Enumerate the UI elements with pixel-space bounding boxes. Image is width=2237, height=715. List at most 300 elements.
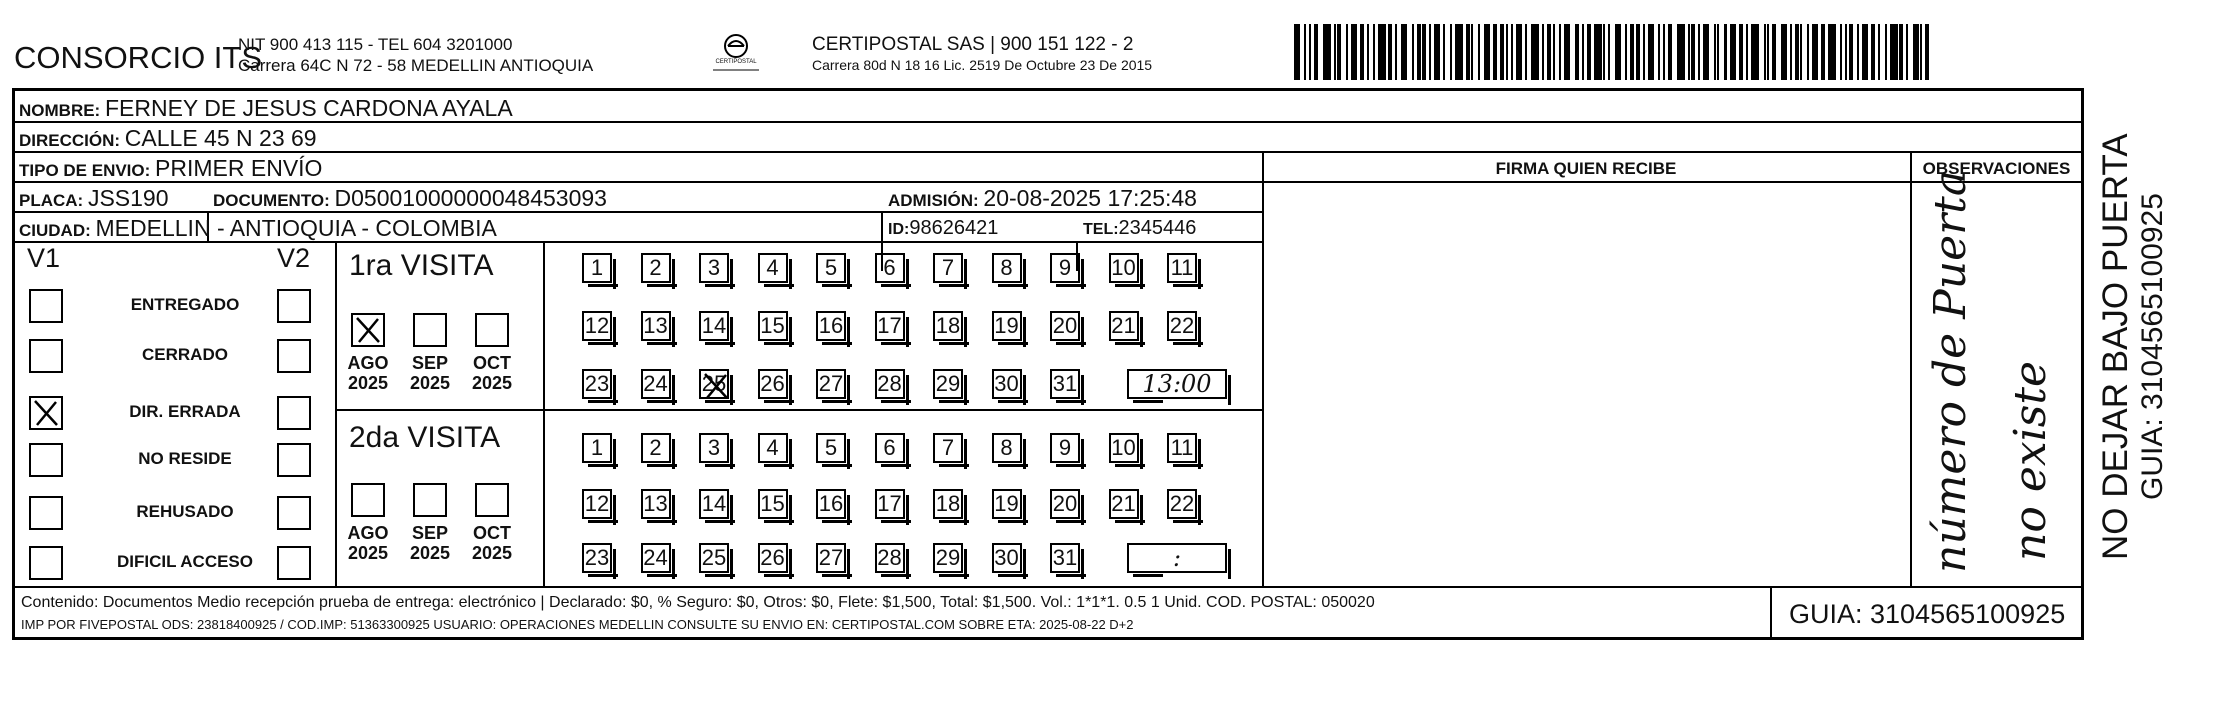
status-option-label: ENTREGADO [130, 295, 240, 314]
day-number: 13 [643, 313, 668, 338]
visit1-day-box[interactable] [933, 311, 963, 341]
day-number: 9 [1058, 435, 1072, 460]
visit1-day-box[interactable] [992, 369, 1022, 399]
v2-checkbox-3[interactable] [277, 396, 311, 430]
visit2-month-checkbox-1[interactable] [351, 483, 385, 517]
id-value: 98626421 [909, 217, 999, 239]
tel-label: TEL: [1083, 221, 1119, 238]
time-value: 13:00 [1142, 370, 1212, 398]
documento-label: DOCUMENTO: [213, 191, 330, 210]
courier-info [812, 34, 1152, 76]
barcode-bar [1772, 24, 1776, 80]
tipo-row [19, 155, 322, 182]
day-number: 3 [707, 255, 721, 280]
visit2-day-box[interactable] [992, 433, 1022, 463]
visit2-day-box[interactable] [1109, 489, 1139, 519]
month-year: 2025 [409, 373, 451, 393]
visit2-day-box[interactable] [816, 433, 846, 463]
visit2-day-box[interactable] [699, 489, 729, 519]
day-number: 7 [941, 255, 955, 280]
v1-checkbox-6[interactable] [29, 546, 63, 580]
visit2-title: 2da VISITA [349, 421, 501, 454]
barcode-bar [1594, 24, 1602, 80]
courier-name: CERTIPOSTAL SAS | 900 151 122 - 2 [812, 34, 1134, 55]
visit1-month-label [465, 353, 519, 393]
barcode-bar [1781, 24, 1787, 80]
day-number: 23 [584, 545, 610, 570]
month-name: OCT [473, 523, 511, 543]
day-number: 31 [1052, 545, 1078, 570]
v1-label: V1 [27, 243, 61, 273]
barcode-bar [1615, 24, 1621, 80]
barcode-bar [1443, 24, 1445, 80]
visit2-day-box[interactable] [875, 543, 905, 573]
barcode-bar [1478, 24, 1480, 80]
barcode-bar [1746, 24, 1748, 80]
nombre-row [19, 95, 513, 122]
day-number: 16 [818, 491, 844, 516]
visit2-day-box[interactable] [1109, 433, 1139, 463]
visit1-day-box[interactable] [699, 369, 729, 399]
footer-guia: GUIA: 3104565100925 [1789, 599, 2066, 629]
visit1-time-box[interactable] [1127, 369, 1227, 399]
day-number: 29 [935, 371, 961, 396]
direccion-label: DIRECCIÓN: [19, 131, 121, 150]
visit1-day-box[interactable] [1050, 253, 1080, 283]
barcode-bar [1346, 24, 1348, 80]
visit2-month-label [403, 523, 457, 563]
placa-label: PLACA: [19, 191, 84, 210]
visit2-day-box[interactable] [816, 489, 846, 519]
nombre-label: NOMBRE: [19, 101, 101, 120]
barcode-bar [1714, 24, 1716, 80]
visit1-month-label [403, 353, 457, 393]
day-number: 11 [1170, 435, 1194, 460]
barcode-bar [1828, 24, 1836, 80]
status-option-label: REHUSADO [136, 502, 234, 521]
day-number: 15 [760, 313, 785, 338]
day-number: 13 [643, 491, 668, 516]
barcode-bar [1871, 24, 1875, 80]
day-number: 26 [760, 371, 785, 396]
visit2-day-box[interactable] [641, 433, 671, 463]
day-number: 21 [1111, 313, 1136, 338]
visit1-month-checkbox-2[interactable] [413, 313, 447, 347]
day-number: 30 [994, 545, 1019, 570]
visit2-day-box[interactable] [992, 489, 1022, 519]
tel-value: 2345446 [1118, 217, 1197, 239]
barcode-bar [1677, 24, 1685, 80]
visit1-month-checkbox-3[interactable] [475, 313, 509, 347]
barcode-bar [1500, 24, 1504, 80]
day-number: 20 [1052, 313, 1078, 338]
ciudad-value: MEDELLIN - ANTIOQUIA - COLOMBIA [95, 215, 497, 241]
month-year: 2025 [347, 373, 389, 393]
barcode-bar [1603, 24, 1605, 80]
visit2-day-box[interactable] [875, 433, 905, 463]
day-number: 14 [701, 313, 727, 338]
day-number: 5 [824, 255, 838, 280]
barcode-bar [1531, 24, 1539, 80]
day-number: 4 [766, 255, 779, 280]
placa-value: JSS190 [87, 185, 169, 211]
direccion-row [19, 125, 317, 152]
day-number: 6 [883, 435, 896, 460]
direccion-value: CALLE 45 N 23 69 [124, 125, 317, 151]
day-number: 8 [1000, 255, 1013, 280]
visit1-month-label [341, 353, 395, 393]
day-number: 28 [877, 371, 902, 396]
v2-checkbox-4[interactable] [277, 443, 311, 477]
day-number: 30 [994, 371, 1019, 396]
day-number: 6 [883, 255, 896, 280]
barcode-bar [1455, 24, 1463, 80]
barcode-bar [1422, 24, 1426, 80]
day-number: 23 [584, 371, 610, 396]
barcode-bar [1625, 24, 1627, 80]
day-number: 1 [590, 435, 604, 460]
nombre-value: FERNEY DE JESUS CARDONA AYALA [104, 95, 513, 121]
visit1-day-box[interactable] [1167, 311, 1197, 341]
visit2-month-label [465, 523, 519, 563]
barcode-bar [1553, 24, 1555, 80]
visit1-title: 1ra VISITA [349, 249, 494, 282]
visit1-day-box[interactable] [816, 253, 846, 283]
visit1-day-box[interactable] [758, 369, 788, 399]
visit1-day-box[interactable] [582, 369, 612, 399]
day-number: 19 [994, 491, 1019, 516]
footer-line-1: Contenido: Documentos Medio recepción prueba de entrega: electrónico | Declarado: $0, % Seguro: $0, Otros: $0, Flete: $1,500, Total: $1,500. Vol.: 1*1*1. 0.5 1 Unid. COD. POSTAL: 050020 [21, 594, 1375, 611]
visit1-day-box[interactable] [875, 369, 905, 399]
day-number: 22 [1169, 313, 1195, 338]
barcode-bar [1516, 24, 1522, 80]
visit1-day-box[interactable] [1050, 311, 1080, 341]
barcode-bar [1795, 24, 1799, 80]
visit1-day-box[interactable] [933, 253, 963, 283]
tel-row [1083, 217, 1196, 240]
visit2-day-box[interactable] [1050, 543, 1080, 573]
visit2-day-box[interactable] [1167, 489, 1197, 519]
barcode-bar [1913, 24, 1919, 80]
time-value: : [1172, 544, 1182, 572]
visit2-day-box[interactable] [933, 543, 963, 573]
v2-label: V2 [277, 243, 311, 273]
barcode-bar [1724, 24, 1728, 80]
x-mark-icon [701, 371, 731, 401]
barcode-bar [1525, 24, 1527, 80]
visit2-day-box[interactable] [582, 543, 612, 573]
day-number: 19 [994, 313, 1019, 338]
day-number: 12 [584, 491, 610, 516]
footer-line-2: IMP POR FIVEPOSTAL ODS: 23818400925 / COD.IMP: 51363300925 USUARIO: OPERACIONES MEDELLIN CONSULTE SU ENVIO EN: CERTIPOSTAL.COM SOBRE ETA: 2025-08-22 D+2 [21, 617, 1134, 632]
day-number: 27 [818, 545, 844, 570]
visit2-day-box[interactable] [1167, 433, 1197, 463]
day-number: 15 [760, 491, 785, 516]
tipo-value: PRIMER ENVÍO [155, 155, 323, 181]
barcode-bar [1691, 24, 1695, 80]
barcode-bar [1547, 24, 1551, 80]
day-number: 8 [1000, 435, 1013, 460]
barcode-bar [1434, 24, 1440, 80]
barcode-bar [1920, 24, 1922, 80]
barcode-bar [1643, 24, 1645, 80]
x-mark-icon [353, 315, 383, 345]
visit2-day-box[interactable] [875, 489, 905, 519]
barcode-bar [1294, 24, 1300, 80]
barcode-bar [1751, 24, 1759, 80]
v1-checkbox-3[interactable] [29, 396, 63, 430]
visit2-day-box[interactable] [1050, 433, 1080, 463]
day-number: 28 [877, 545, 902, 570]
visit2-day-box[interactable] [933, 489, 963, 519]
day-number: 31 [1052, 371, 1078, 396]
barcode-bar [1575, 24, 1579, 80]
visit2-day-box[interactable] [992, 543, 1022, 573]
day-number: 18 [935, 491, 961, 516]
barcode-bar [1304, 24, 1306, 80]
barcode-bar [1450, 24, 1452, 80]
side-guia: GUIA: 3104565100925 [2136, 193, 2169, 500]
day-number: 3 [707, 435, 721, 460]
visit2-day-box[interactable] [758, 543, 788, 573]
visit2-day-box[interactable] [1050, 489, 1080, 519]
barcode-bar [1466, 24, 1470, 80]
barcode-bar [1899, 24, 1903, 80]
barcode-bar [1511, 24, 1513, 80]
barcode-bar [1542, 24, 1544, 80]
day-number: 17 [877, 491, 902, 516]
month-name: SEP [411, 353, 449, 373]
barcode-bar [1395, 24, 1397, 80]
month-name: SEP [411, 523, 449, 543]
visit1-day-box[interactable] [992, 253, 1022, 283]
ciudad-row [19, 215, 497, 242]
barcode-bar [1360, 24, 1364, 80]
barcode-bar [1388, 24, 1392, 80]
visit2-day-box[interactable] [699, 543, 729, 573]
visit2-day-box[interactable] [582, 489, 612, 519]
v1-checkbox-1[interactable] [29, 289, 63, 323]
visit2-day-box[interactable] [758, 433, 788, 463]
barcode-bar [1559, 24, 1561, 80]
company-name: CONSORCIO ITS [14, 40, 263, 75]
side-notice: NO DEJAR BAJO PUERTA [2096, 133, 2135, 560]
day-number: 5 [824, 435, 838, 460]
admision-label: ADMISIÓN: [888, 191, 979, 210]
day-number: 27 [818, 371, 844, 396]
status-option-label: DIFICIL ACCESO [116, 552, 253, 571]
barcode-bar [1906, 24, 1908, 80]
barcode-bar [1587, 24, 1591, 80]
visit1-day-box[interactable] [875, 253, 905, 283]
barcode-bar [1925, 24, 1929, 80]
v1-checkbox-5[interactable] [29, 496, 63, 530]
barcode-bar [1812, 24, 1818, 80]
barcode-bar [1698, 24, 1700, 80]
courier-license: Carrera 80d N 18 16 Lic. 2519 De Octubre 23 De 2015 [812, 57, 1153, 73]
barcode [1294, 24, 1932, 80]
day-number: 10 [1111, 255, 1136, 280]
day-number: 16 [818, 313, 844, 338]
barcode-bar [1564, 24, 1570, 80]
barcode-bar [1739, 24, 1743, 80]
visit2-day-box[interactable] [758, 489, 788, 519]
visit2-month-checkbox-2[interactable] [413, 483, 447, 517]
visit1-day-box[interactable] [699, 253, 729, 283]
visit2-day-box[interactable] [699, 433, 729, 463]
barcode-bar [1429, 24, 1431, 80]
barcode-bar [1608, 24, 1610, 80]
visit1-day-box[interactable] [582, 311, 612, 341]
visit1-day-box[interactable] [641, 253, 671, 283]
visit1-day-box[interactable] [875, 311, 905, 341]
visit1-day-box[interactable] [1167, 253, 1197, 283]
v1-checkbox-2[interactable] [29, 339, 63, 373]
barcode-bar [1840, 24, 1842, 80]
barcode-bar [1767, 24, 1769, 80]
delivery-form [12, 88, 2084, 640]
visit2-day-box[interactable] [641, 543, 671, 573]
barcode-bar [1668, 24, 1672, 80]
day-number: 7 [941, 435, 955, 460]
barcode-bar [1790, 24, 1792, 80]
month-year: 2025 [471, 543, 513, 563]
visit1-day-box[interactable] [816, 311, 846, 341]
signature-area[interactable] [1262, 183, 1910, 586]
month-name: AGO [347, 353, 389, 373]
visit1-month-checkbox-1[interactable] [351, 313, 385, 347]
status-option-label: DIR. ERRADA [129, 402, 241, 421]
visit2-day-box[interactable] [641, 489, 671, 519]
visit1-day-box[interactable] [816, 369, 846, 399]
barcode-bar [1821, 24, 1825, 80]
barcode-bar [1373, 24, 1375, 80]
barcode-bar [1730, 24, 1736, 80]
barcode-bar [1663, 24, 1665, 80]
day-number: 4 [766, 435, 779, 460]
barcode-bar [1412, 24, 1414, 80]
visit2-month-label [341, 523, 395, 563]
barcode-bar [1878, 24, 1880, 80]
visit1-day-box[interactable] [1050, 369, 1080, 399]
day-number: 2 [649, 255, 662, 280]
barcode-bar [1885, 24, 1887, 80]
v2-checkbox-6[interactable] [277, 546, 311, 580]
day-number: 20 [1052, 491, 1078, 516]
day-number: 24 [643, 545, 668, 570]
barcode-bar [1658, 24, 1660, 80]
day-number: 1 [590, 255, 604, 280]
barcode-bar [1800, 24, 1802, 80]
day-number: 10 [1111, 435, 1136, 460]
documento-row [213, 185, 607, 212]
v2-checkbox-5[interactable] [277, 496, 311, 530]
barcode-bar [1862, 24, 1868, 80]
visit2-month-checkbox-3[interactable] [475, 483, 509, 517]
visit2-time-box[interactable] [1127, 543, 1227, 573]
barcode-bar [1857, 24, 1859, 80]
day-number: 22 [1169, 491, 1195, 516]
visit1-day-box[interactable] [641, 311, 671, 341]
visit1-day-box[interactable] [1109, 253, 1139, 283]
day-number: 11 [1170, 255, 1194, 280]
observaciones-label: OBSERVACIONES [1922, 159, 2071, 178]
barcode-bar [1309, 24, 1311, 80]
day-number: 2 [649, 435, 662, 460]
visit1-day-box[interactable] [758, 311, 788, 341]
barcode-bar [1351, 24, 1357, 80]
admision-value: 20-08-2025 17:25:48 [983, 185, 1197, 211]
visit1-day-box[interactable] [641, 369, 671, 399]
company-nit: NIT 900 413 115 - TEL 604 3201000 [238, 35, 513, 54]
id-label: ID: [888, 221, 910, 238]
certipostal-logo [707, 32, 765, 74]
barcode-bar [1484, 24, 1490, 80]
status-option-label: CERRADO [142, 345, 228, 364]
v2-checkbox-2[interactable] [277, 339, 311, 373]
id-row [888, 217, 998, 240]
day-number: 25 [701, 371, 727, 396]
observacion-line-1: número de Puerta [1925, 169, 1976, 573]
day-number: 9 [1058, 255, 1072, 280]
firma-label: FIRMA QUIEN RECIBE [1495, 159, 1677, 178]
day-number: 25 [701, 545, 727, 570]
visit2-day-box[interactable] [582, 433, 612, 463]
day-number: 17 [877, 313, 902, 338]
barcode-bar [1582, 24, 1584, 80]
visit1-day-box[interactable] [1109, 311, 1139, 341]
barcode-bar [1493, 24, 1497, 80]
observacion-line-2: no existe [2005, 360, 2056, 561]
barcode-bar [1849, 24, 1853, 80]
logo-icon [707, 32, 765, 74]
visit2-day-box[interactable] [933, 433, 963, 463]
company-info [238, 34, 593, 76]
barcode-bar [1401, 24, 1407, 80]
barcode-bar [1337, 24, 1341, 80]
day-number: 14 [701, 491, 727, 516]
month-year: 2025 [409, 543, 451, 563]
visit1-day-box[interactable] [699, 311, 729, 341]
status-option-label: NO RESIDE [138, 449, 232, 468]
tipo-label: TIPO DE ENVIO: [19, 161, 151, 180]
month-name: AGO [347, 523, 389, 543]
day-number: 29 [935, 545, 961, 570]
visit1-day-box[interactable] [582, 253, 612, 283]
barcode-bar [1890, 24, 1898, 80]
barcode-bar [1314, 24, 1318, 80]
documento-value: D05001000000048453093 [334, 185, 607, 211]
barcode-bar [1506, 24, 1508, 80]
admision-row [888, 185, 1197, 212]
visit1-day-box[interactable] [933, 369, 963, 399]
day-number: 18 [935, 313, 961, 338]
visit2-day-box[interactable] [816, 543, 846, 573]
v2-checkbox-1[interactable] [277, 289, 311, 323]
barcode-bar [1417, 24, 1421, 80]
barcode-bar [1717, 24, 1719, 80]
visit1-day-box[interactable] [992, 311, 1022, 341]
month-name: OCT [473, 353, 511, 373]
x-mark-icon [31, 398, 61, 428]
placa-row [19, 185, 169, 212]
visit1-day-box[interactable] [758, 253, 788, 283]
month-year: 2025 [347, 543, 389, 563]
barcode-bar [1630, 24, 1634, 80]
v1-checkbox-4[interactable] [29, 443, 63, 477]
logo-text: CERTIPOSTAL [715, 59, 757, 65]
barcode-bar [1648, 24, 1654, 80]
